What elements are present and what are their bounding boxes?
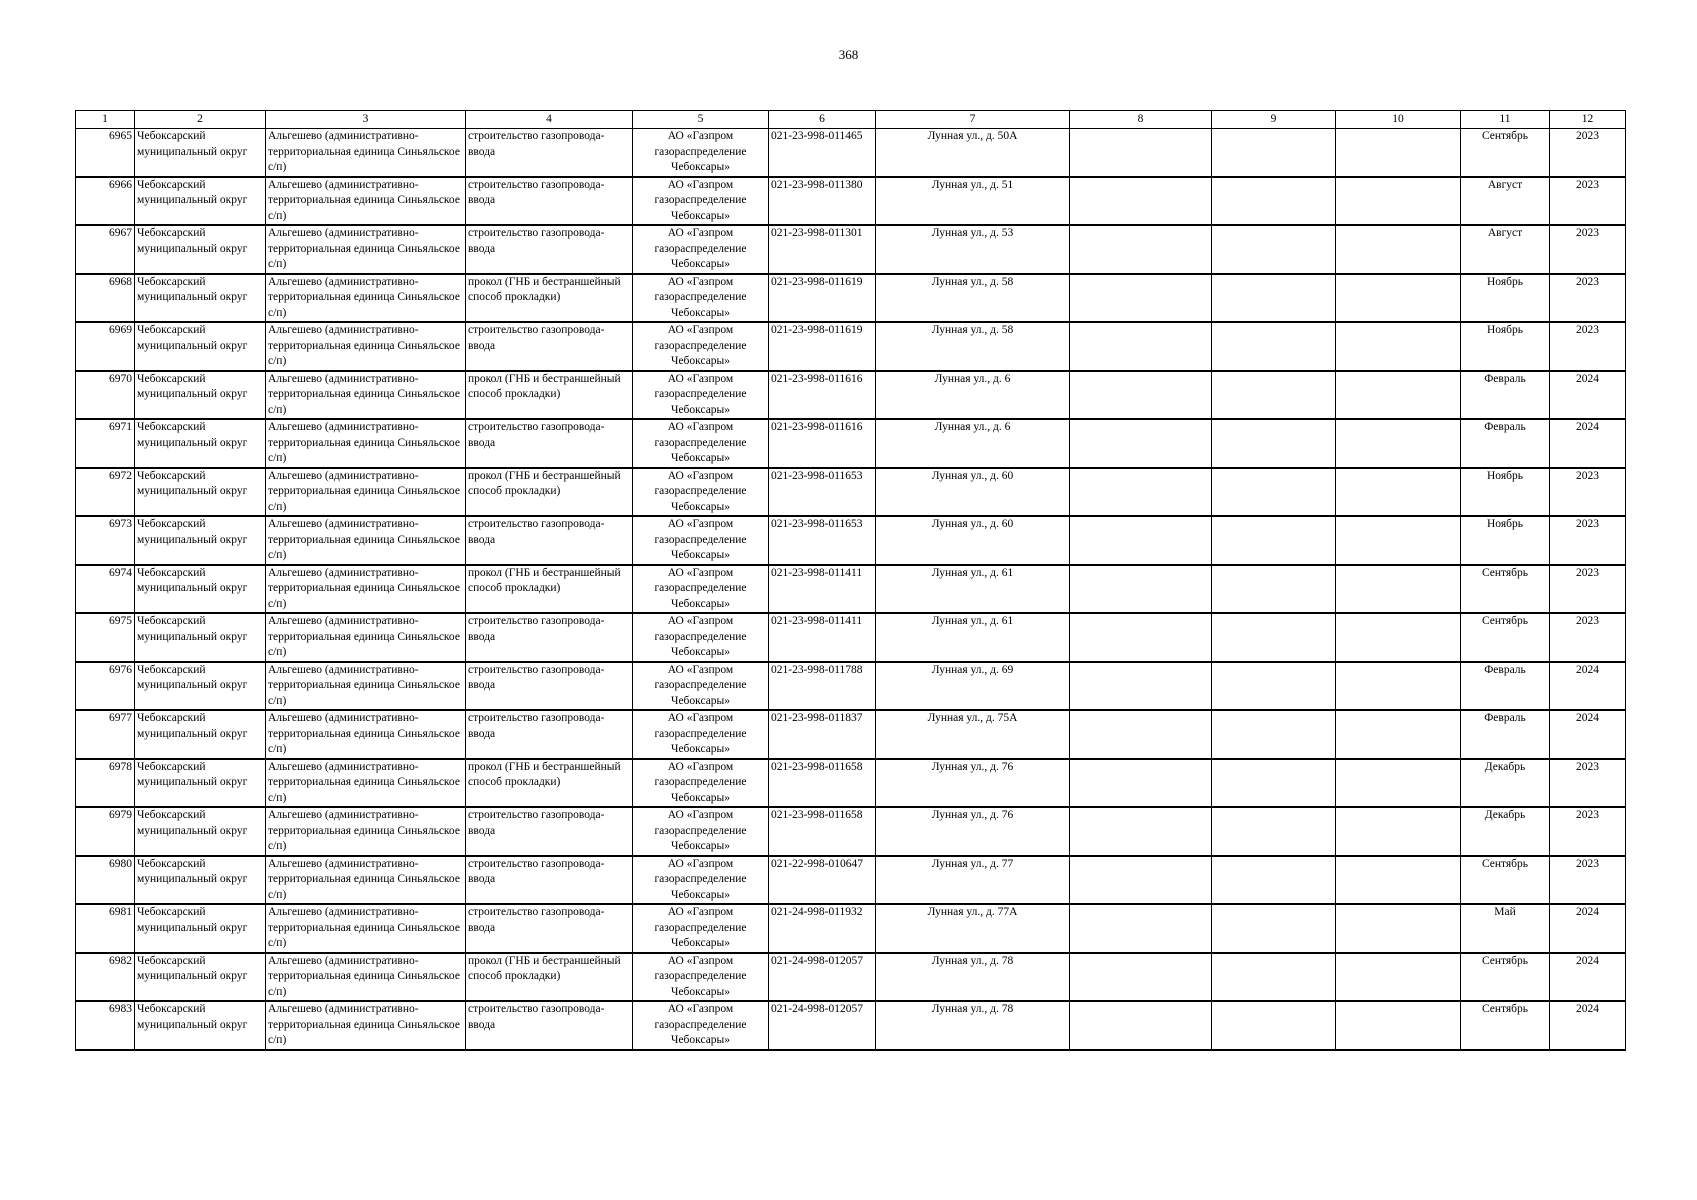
column-9-cell <box>1212 807 1336 856</box>
year-cell: 2024 <box>1550 419 1626 468</box>
year-cell: 2024 <box>1550 710 1626 759</box>
year-cell: 2023 <box>1550 322 1626 371</box>
permit-number-cell: 021-24-998-012057 <box>769 953 876 1002</box>
month-cell: Август <box>1461 225 1550 274</box>
row-number-cell: 6974 <box>76 565 135 614</box>
column-9-cell <box>1212 516 1336 565</box>
column-header: 7 <box>876 111 1070 129</box>
permit-number-cell: 021-22-998-010647 <box>769 856 876 905</box>
organization-cell: АО «Газпром газораспределение Чебоксары» <box>633 904 769 953</box>
work-type-cell: строительство газопровода-ввода <box>466 129 633 177</box>
permit-number-cell: 021-23-998-011658 <box>769 807 876 856</box>
column-8-cell <box>1070 371 1212 420</box>
column-10-cell <box>1336 322 1461 371</box>
work-type-cell: прокол (ГНБ и бестраншейный способ прокладки) <box>466 953 633 1002</box>
column-header: 9 <box>1212 111 1336 129</box>
district-cell: Чебоксарский муниципальный округ <box>135 807 266 856</box>
year-cell: 2023 <box>1550 565 1626 614</box>
year-cell: 2024 <box>1550 1001 1626 1050</box>
table-row <box>76 371 1626 420</box>
district-cell: Чебоксарский муниципальный округ <box>135 710 266 759</box>
table-row <box>76 953 1626 1002</box>
address-cell: Лунная ул., д. 51 <box>876 177 1070 226</box>
address-cell: Лунная ул., д. 53 <box>876 225 1070 274</box>
table-row <box>76 613 1626 662</box>
column-header: 5 <box>633 111 769 129</box>
organization-cell: АО «Газпром газораспределение Чебоксары» <box>633 371 769 420</box>
year-cell: 2023 <box>1550 129 1626 177</box>
work-type-cell: строительство газопровода-ввода <box>466 225 633 274</box>
district-cell: Чебоксарский муниципальный округ <box>135 468 266 517</box>
column-10-cell <box>1336 1001 1461 1050</box>
work-type-cell: строительство газопровода-ввода <box>466 516 633 565</box>
address-cell: Лунная ул., д. 60 <box>876 516 1070 565</box>
district-cell: Чебоксарский муниципальный округ <box>135 1001 266 1050</box>
district-cell: Чебоксарский муниципальный округ <box>135 322 266 371</box>
organization-cell: АО «Газпром газораспределение Чебоксары» <box>633 129 769 177</box>
district-cell: Чебоксарский муниципальный округ <box>135 177 266 226</box>
work-type-cell: прокол (ГНБ и бестраншейный способ прокладки) <box>466 274 633 323</box>
column-8-cell <box>1070 129 1212 177</box>
settlement-cell: Альгешево (административно-территориальная единица Синьяльское с/п) <box>266 419 466 468</box>
permit-number-cell: 021-23-998-011465 <box>769 129 876 177</box>
registry-table <box>75 110 1626 1051</box>
year-cell: 2023 <box>1550 468 1626 517</box>
column-number-row <box>76 111 1626 129</box>
column-8-cell <box>1070 516 1212 565</box>
address-cell: Лунная ул., д. 6 <box>876 371 1070 420</box>
column-10-cell <box>1336 807 1461 856</box>
work-type-cell: прокол (ГНБ и бестраншейный способ прокладки) <box>466 759 633 808</box>
row-number-cell: 6968 <box>76 274 135 323</box>
organization-cell: АО «Газпром газораспределение Чебоксары» <box>633 1001 769 1050</box>
column-9-cell <box>1212 904 1336 953</box>
column-10-cell <box>1336 129 1461 177</box>
column-header: 3 <box>266 111 466 129</box>
column-header: 1 <box>76 111 135 129</box>
address-cell: Лунная ул., д. 60 <box>876 468 1070 517</box>
column-9-cell <box>1212 856 1336 905</box>
settlement-cell: Альгешево (административно-территориальная единица Синьяльское с/п) <box>266 322 466 371</box>
address-cell: Лунная ул., д. 78 <box>876 1001 1070 1050</box>
column-10-cell <box>1336 759 1461 808</box>
work-type-cell: строительство газопровода-ввода <box>466 807 633 856</box>
column-10-cell <box>1336 419 1461 468</box>
column-9-cell <box>1212 177 1336 226</box>
table-row <box>76 274 1626 323</box>
column-9-cell <box>1212 662 1336 711</box>
month-cell: Сентябрь <box>1461 953 1550 1002</box>
column-9-cell <box>1212 274 1336 323</box>
month-cell: Февраль <box>1461 662 1550 711</box>
settlement-cell: Альгешево (административно-территориальная единица Синьяльское с/п) <box>266 516 466 565</box>
district-cell: Чебоксарский муниципальный округ <box>135 371 266 420</box>
month-cell: Сентябрь <box>1461 565 1550 614</box>
address-cell: Лунная ул., д. 58 <box>876 274 1070 323</box>
permit-number-cell: 021-23-998-011619 <box>769 322 876 371</box>
work-type-cell: строительство газопровода-ввода <box>466 419 633 468</box>
month-cell: Февраль <box>1461 419 1550 468</box>
month-cell: Май <box>1461 904 1550 953</box>
organization-cell: АО «Газпром газораспределение Чебоксары» <box>633 274 769 323</box>
work-type-cell: строительство газопровода-ввода <box>466 710 633 759</box>
permit-number-cell: 021-24-998-012057 <box>769 1001 876 1050</box>
table-row <box>76 419 1626 468</box>
permit-number-cell: 021-23-998-011616 <box>769 419 876 468</box>
organization-cell: АО «Газпром газораспределение Чебоксары» <box>633 322 769 371</box>
permit-number-cell: 021-24-998-011932 <box>769 904 876 953</box>
column-8-cell <box>1070 662 1212 711</box>
table-row <box>76 565 1626 614</box>
district-cell: Чебоксарский муниципальный округ <box>135 516 266 565</box>
column-8-cell <box>1070 1001 1212 1050</box>
district-cell: Чебоксарский муниципальный округ <box>135 565 266 614</box>
column-8-cell <box>1070 177 1212 226</box>
permit-number-cell: 021-23-998-011616 <box>769 371 876 420</box>
work-type-cell: строительство газопровода-ввода <box>466 662 633 711</box>
month-cell: Сентябрь <box>1461 129 1550 177</box>
address-cell: Лунная ул., д. 75А <box>876 710 1070 759</box>
address-cell: Лунная ул., д. 58 <box>876 322 1070 371</box>
address-cell: Лунная ул., д. 61 <box>876 565 1070 614</box>
organization-cell: АО «Газпром газораспределение Чебоксары» <box>633 419 769 468</box>
column-9-cell <box>1212 759 1336 808</box>
address-cell: Лунная ул., д. 50А <box>876 129 1070 177</box>
year-cell: 2023 <box>1550 516 1626 565</box>
year-cell: 2023 <box>1550 807 1626 856</box>
work-type-cell: строительство газопровода-ввода <box>466 1001 633 1050</box>
month-cell: Декабрь <box>1461 759 1550 808</box>
month-cell: Сентябрь <box>1461 1001 1550 1050</box>
column-10-cell <box>1336 613 1461 662</box>
row-number-cell: 6966 <box>76 177 135 226</box>
row-number-cell: 6973 <box>76 516 135 565</box>
district-cell: Чебоксарский муниципальный округ <box>135 759 266 808</box>
district-cell: Чебоксарский муниципальный округ <box>135 274 266 323</box>
column-8-cell <box>1070 419 1212 468</box>
organization-cell: АО «Газпром газораспределение Чебоксары» <box>633 662 769 711</box>
organization-cell: АО «Газпром газораспределение Чебоксары» <box>633 468 769 517</box>
settlement-cell: Альгешево (административно-территориальная единица Синьяльское с/п) <box>266 177 466 226</box>
column-8-cell <box>1070 322 1212 371</box>
column-8-cell <box>1070 904 1212 953</box>
year-cell: 2023 <box>1550 225 1626 274</box>
permit-number-cell: 021-23-998-011301 <box>769 225 876 274</box>
column-10-cell <box>1336 856 1461 905</box>
address-cell: Лунная ул., д. 77 <box>876 856 1070 905</box>
column-8-cell <box>1070 468 1212 517</box>
settlement-cell: Альгешево (административно-территориальная единица Синьяльское с/п) <box>266 662 466 711</box>
column-8-cell <box>1070 274 1212 323</box>
table-row <box>76 662 1626 711</box>
month-cell: Февраль <box>1461 710 1550 759</box>
column-9-cell <box>1212 613 1336 662</box>
district-cell: Чебоксарский муниципальный округ <box>135 613 266 662</box>
column-header: 10 <box>1336 111 1461 129</box>
column-10-cell <box>1336 274 1461 323</box>
page-number: 368 <box>838 47 859 62</box>
organization-cell: АО «Газпром газораспределение Чебоксары» <box>633 953 769 1002</box>
column-10-cell <box>1336 904 1461 953</box>
column-10-cell <box>1336 177 1461 226</box>
table-row <box>76 759 1626 808</box>
month-cell: Ноябрь <box>1461 274 1550 323</box>
work-type-cell: прокол (ГНБ и бестраншейный способ прокладки) <box>466 565 633 614</box>
settlement-cell: Альгешево (административно-территориальная единица Синьяльское с/п) <box>266 1001 466 1050</box>
table-row <box>76 177 1626 226</box>
address-cell: Лунная ул., д. 6 <box>876 419 1070 468</box>
district-cell: Чебоксарский муниципальный округ <box>135 225 266 274</box>
column-8-cell <box>1070 710 1212 759</box>
permit-number-cell: 021-23-998-011619 <box>769 274 876 323</box>
column-header: 6 <box>769 111 876 129</box>
table-row <box>76 807 1626 856</box>
settlement-cell: Альгешево (административно-территориальная единица Синьяльское с/п) <box>266 953 466 1002</box>
column-9-cell <box>1212 225 1336 274</box>
row-number-cell: 6982 <box>76 953 135 1002</box>
year-cell: 2024 <box>1550 371 1626 420</box>
address-cell: Лунная ул., д. 76 <box>876 759 1070 808</box>
organization-cell: АО «Газпром газораспределение Чебоксары» <box>633 856 769 905</box>
settlement-cell: Альгешево (административно-территориальная единица Синьяльское с/п) <box>266 613 466 662</box>
row-number-cell: 6970 <box>76 371 135 420</box>
column-9-cell <box>1212 710 1336 759</box>
column-10-cell <box>1336 710 1461 759</box>
table-row <box>76 225 1626 274</box>
district-cell: Чебоксарский муниципальный округ <box>135 662 266 711</box>
column-10-cell <box>1336 516 1461 565</box>
year-cell: 2024 <box>1550 662 1626 711</box>
row-number-cell: 6971 <box>76 419 135 468</box>
column-header: 11 <box>1461 111 1550 129</box>
district-cell: Чебоксарский муниципальный округ <box>135 129 266 177</box>
permit-number-cell: 021-23-998-011411 <box>769 613 876 662</box>
settlement-cell: Альгешево (административно-территориальная единица Синьяльское с/п) <box>266 371 466 420</box>
row-number-cell: 6981 <box>76 904 135 953</box>
address-cell: Лунная ул., д. 76 <box>876 807 1070 856</box>
permit-number-cell: 021-23-998-011380 <box>769 177 876 226</box>
permit-number-cell: 021-23-998-011658 <box>769 759 876 808</box>
row-number-cell: 6977 <box>76 710 135 759</box>
column-10-cell <box>1336 225 1461 274</box>
column-9-cell <box>1212 468 1336 517</box>
month-cell: Декабрь <box>1461 807 1550 856</box>
month-cell: Ноябрь <box>1461 322 1550 371</box>
work-type-cell: прокол (ГНБ и бестраншейный способ прокладки) <box>466 468 633 517</box>
column-10-cell <box>1336 953 1461 1002</box>
column-9-cell <box>1212 1001 1336 1050</box>
row-number-cell: 6976 <box>76 662 135 711</box>
column-9-cell <box>1212 953 1336 1002</box>
settlement-cell: Альгешево (административно-территориальная единица Синьяльское с/п) <box>266 904 466 953</box>
work-type-cell: строительство газопровода-ввода <box>466 177 633 226</box>
district-cell: Чебоксарский муниципальный округ <box>135 904 266 953</box>
settlement-cell: Альгешево (административно-территориальная единица Синьяльское с/п) <box>266 129 466 177</box>
permit-number-cell: 021-23-998-011653 <box>769 516 876 565</box>
row-number-cell: 6965 <box>76 129 135 177</box>
row-number-cell: 6978 <box>76 759 135 808</box>
column-9-cell <box>1212 565 1336 614</box>
district-cell: Чебоксарский муниципальный округ <box>135 856 266 905</box>
work-type-cell: строительство газопровода-ввода <box>466 856 633 905</box>
column-header: 12 <box>1550 111 1626 129</box>
month-cell: Ноябрь <box>1461 516 1550 565</box>
organization-cell: АО «Газпром газораспределение Чебоксары» <box>633 565 769 614</box>
address-cell: Лунная ул., д. 69 <box>876 662 1070 711</box>
column-10-cell <box>1336 565 1461 614</box>
column-8-cell <box>1070 225 1212 274</box>
year-cell: 2023 <box>1550 759 1626 808</box>
row-number-cell: 6972 <box>76 468 135 517</box>
table-row <box>76 856 1626 905</box>
year-cell: 2023 <box>1550 613 1626 662</box>
settlement-cell: Альгешево (административно-территориальная единица Синьяльское с/п) <box>266 468 466 517</box>
work-type-cell: строительство газопровода-ввода <box>466 322 633 371</box>
settlement-cell: Альгешево (административно-территориальная единица Синьяльское с/п) <box>266 710 466 759</box>
month-cell: Август <box>1461 177 1550 226</box>
column-header: 4 <box>466 111 633 129</box>
column-9-cell <box>1212 419 1336 468</box>
month-cell: Февраль <box>1461 371 1550 420</box>
organization-cell: АО «Газпром газораспределение Чебоксары» <box>633 177 769 226</box>
permit-number-cell: 021-23-998-011653 <box>769 468 876 517</box>
organization-cell: АО «Газпром газораспределение Чебоксары» <box>633 759 769 808</box>
table-row <box>76 710 1626 759</box>
settlement-cell: Альгешево (административно-территориальная единица Синьяльское с/п) <box>266 274 466 323</box>
year-cell: 2023 <box>1550 274 1626 323</box>
column-8-cell <box>1070 953 1212 1002</box>
permit-number-cell: 021-23-998-011837 <box>769 710 876 759</box>
column-10-cell <box>1336 468 1461 517</box>
month-cell: Ноябрь <box>1461 468 1550 517</box>
permit-number-cell: 021-23-998-011788 <box>769 662 876 711</box>
year-cell: 2024 <box>1550 953 1626 1002</box>
column-9-cell <box>1212 129 1336 177</box>
column-8-cell <box>1070 759 1212 808</box>
settlement-cell: Альгешево (административно-территориальная единица Синьяльское с/п) <box>266 759 466 808</box>
column-8-cell <box>1070 807 1212 856</box>
organization-cell: АО «Газпром газораспределение Чебоксары» <box>633 710 769 759</box>
column-9-cell <box>1212 322 1336 371</box>
table-row <box>76 1001 1626 1050</box>
address-cell: Лунная ул., д. 77А <box>876 904 1070 953</box>
row-number-cell: 6969 <box>76 322 135 371</box>
column-8-cell <box>1070 565 1212 614</box>
address-cell: Лунная ул., д. 78 <box>876 953 1070 1002</box>
year-cell: 2023 <box>1550 177 1626 226</box>
organization-cell: АО «Газпром газораспределение Чебоксары» <box>633 225 769 274</box>
table-row <box>76 129 1626 177</box>
work-type-cell: строительство газопровода-ввода <box>466 904 633 953</box>
permit-number-cell: 021-23-998-011411 <box>769 565 876 614</box>
table-row <box>76 468 1626 517</box>
district-cell: Чебоксарский муниципальный округ <box>135 953 266 1002</box>
address-cell: Лунная ул., д. 61 <box>876 613 1070 662</box>
month-cell: Сентябрь <box>1461 856 1550 905</box>
row-number-cell: 6975 <box>76 613 135 662</box>
work-type-cell: прокол (ГНБ и бестраншейный способ прокладки) <box>466 371 633 420</box>
organization-cell: АО «Газпром газораспределение Чебоксары» <box>633 613 769 662</box>
table-body <box>76 129 1626 1050</box>
row-number-cell: 6979 <box>76 807 135 856</box>
column-header: 8 <box>1070 111 1212 129</box>
month-cell: Сентябрь <box>1461 613 1550 662</box>
year-cell: 2023 <box>1550 856 1626 905</box>
column-10-cell <box>1336 371 1461 420</box>
row-number-cell: 6983 <box>76 1001 135 1050</box>
settlement-cell: Альгешево (административно-территориальная единица Синьяльское с/п) <box>266 856 466 905</box>
column-9-cell <box>1212 371 1336 420</box>
column-8-cell <box>1070 613 1212 662</box>
settlement-cell: Альгешево (административно-территориальная единица Синьяльское с/п) <box>266 225 466 274</box>
table-row <box>76 904 1626 953</box>
row-number-cell: 6980 <box>76 856 135 905</box>
column-10-cell <box>1336 662 1461 711</box>
table-row <box>76 322 1626 371</box>
work-type-cell: строительство газопровода-ввода <box>466 613 633 662</box>
row-number-cell: 6967 <box>76 225 135 274</box>
organization-cell: АО «Газпром газораспределение Чебоксары» <box>633 516 769 565</box>
settlement-cell: Альгешево (административно-территориальная единица Синьяльское с/п) <box>266 565 466 614</box>
table-row <box>76 516 1626 565</box>
year-cell: 2024 <box>1550 904 1626 953</box>
district-cell: Чебоксарский муниципальный округ <box>135 419 266 468</box>
settlement-cell: Альгешево (административно-территориальная единица Синьяльское с/п) <box>266 807 466 856</box>
column-header: 2 <box>135 111 266 129</box>
column-8-cell <box>1070 856 1212 905</box>
organization-cell: АО «Газпром газораспределение Чебоксары» <box>633 807 769 856</box>
